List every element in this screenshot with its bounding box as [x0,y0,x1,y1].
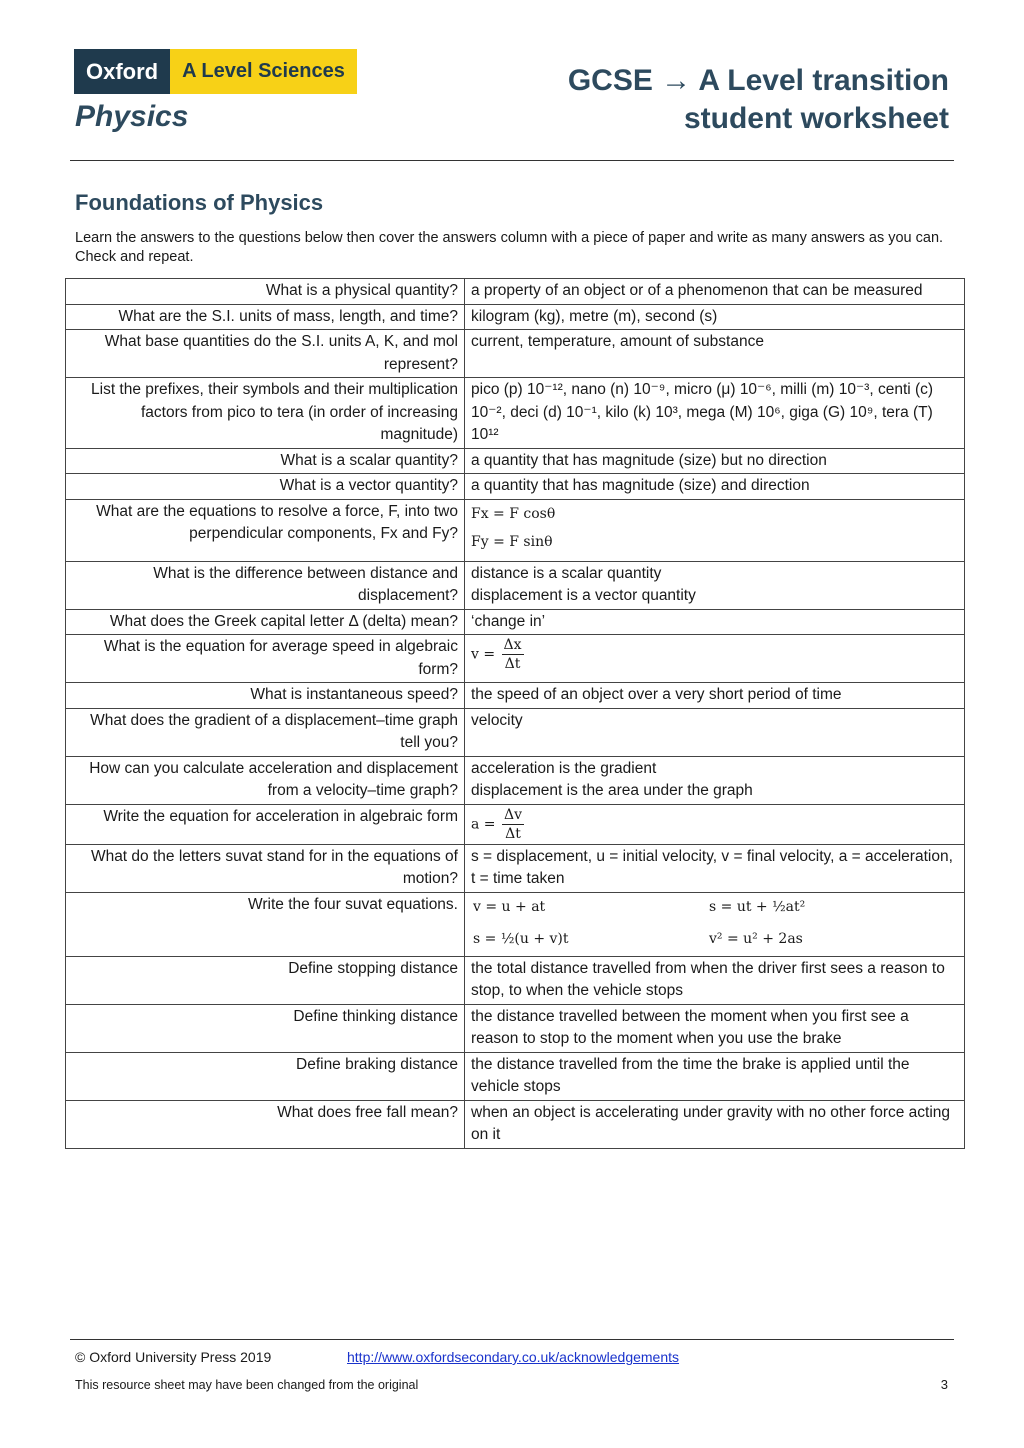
answer-cell [465,561,965,609]
suvat-equation: v = u + at [473,898,546,915]
question-cell: What is instantaneous speed? [66,683,465,709]
question-cell: What are the S.I. units of mass, length, and time? [66,304,465,330]
answer-line: distance is a scalar quantity [471,564,662,582]
equation-fx: Fx = F cosθ [471,505,556,522]
section-intro: Learn the answers to the questions below then cover the answers column with a piece of paper and write as many answers as you can. Check and repeat. [75,230,944,265]
table-row [66,1100,965,1148]
table-row [66,756,965,804]
question-cell: What is a vector quantity? [66,474,465,500]
answer-cell [465,756,965,804]
logo-a-level-sciences: A Level Sciences [170,49,357,94]
answer-cell: pico (p) 10⁻¹², nano (n) 10⁻⁹, micro (μ) 10⁻⁶, milli (m) 10⁻³, centi (c) 10⁻², deci (d) 10⁻¹, kilo (k) 10³, mega (M) 10⁶, giga (G) 10⁹, tera (T) 10¹² [465,378,965,449]
title-line-2: student worksheet [683,102,949,135]
header-divider [70,160,954,161]
subject-title: Physics [75,100,189,133]
table-row [66,1052,965,1100]
footer-divider [70,1339,954,1340]
table-row [66,448,965,474]
table-row [66,304,965,330]
answer-line: displacement is a vector quantity [471,587,696,604]
acknowledgements-link[interactable]: http://www.oxfordsecondary.co.uk/acknowledgements [347,1349,680,1365]
numerator: Δv [503,806,523,823]
suvat-equation: s = ut + ½at² [709,898,806,915]
table-row [66,1004,965,1052]
suvat-equation: v² = u² + 2as [709,931,803,947]
question-cell: List the prefixes, their symbols and their multiplication factors from pico to tera (in order of increasing magnitude) [66,378,465,449]
question-cell: What is a scalar quantity? [66,448,465,474]
answer-cell: when an object is accelerating under gravity with no other force acting on it [465,1100,965,1148]
suvat-equations [471,894,958,955]
table-row [66,279,965,305]
answer-cell [465,499,965,561]
table-row [66,683,965,709]
answer-cell: the total distance travelled from when the driver first sees a reason to stop, to when the vehicle stops [465,956,965,1004]
answer-cell: a property of an object or of a phenomenon that can be measured [465,279,965,305]
answer-cell: current, temperature, amount of substance [465,330,965,378]
answer-cell: ‘change in’ [465,609,965,635]
answer-line: displacement is the area under the graph [471,782,753,799]
table-row [66,708,965,756]
table-row [66,499,965,561]
fraction [502,806,524,843]
qa-table [65,278,965,1149]
question-cell: What is the equation for average speed in algebraic form? [66,635,465,683]
answer-cell: a quantity that has magnitude (size) but no direction [465,448,965,474]
logo-oxford: Oxford [74,49,170,94]
question-cell: Write the equation for acceleration in algebraic form [66,804,465,844]
page-number: 3 [940,1377,948,1392]
table-row [66,330,965,378]
oxford-logo [74,49,357,94]
answer-cell: s = displacement, u = initial velocity, v = final velocity, a = acceleration, t = time taken [465,844,965,892]
table-row [66,378,965,449]
denominator: Δt [504,656,521,672]
answer-cell [465,892,965,956]
question-cell: Write the four suvat equations. [66,892,465,956]
table-row [66,635,965,683]
question-cell: Define braking distance [66,1052,465,1100]
table-row [66,844,965,892]
answer-cell: kilogram (kg), metre (m), second (s) [465,304,965,330]
answer-cell [465,635,965,683]
question-cell: Define thinking distance [66,1004,465,1052]
equation-fy: Fy = F sinθ [471,534,553,550]
table-row [66,956,965,1004]
question-cell: What does free fall mean? [66,1100,465,1148]
table-row [66,609,965,635]
answer-cell: the distance travelled between the moment when you first see a reason to stop to the moment when you use the brake [465,1004,965,1052]
answer-line: acceleration is the gradient [471,759,657,777]
question-cell: What are the equations to resolve a force, F, into two perpendicular components, Fx and Fy? [66,499,465,561]
question-cell: What base quantities do the S.I. units A, K, and mol represent? [66,330,465,378]
section-title: Foundations of Physics [75,190,324,215]
question-cell: How can you calculate acceleration and displacement from a velocity–time graph? [66,756,465,804]
answer-cell: a quantity that has magnitude (size) and direction [465,474,965,500]
title-line-1: GCSE → A Level transition [567,64,949,97]
question-cell: What is the difference between distance and displacement? [66,561,465,609]
question-cell: Define stopping distance [66,956,465,1004]
copyright: © Oxford University Press 2019 [75,1349,272,1365]
footer-note: This resource sheet may have been changed from the original [75,1378,419,1392]
suvat-equation: s = ½(u + v)t [473,931,569,947]
answer-cell: velocity [465,708,965,756]
fraction [502,636,524,673]
document-title [568,62,949,138]
table-row [66,561,965,609]
table-row [66,892,965,956]
question-cell: What is a physical quantity? [66,279,465,305]
table-row [66,804,965,844]
table-row [66,474,965,500]
equation-lhs: v = [471,646,496,663]
question-cell: What does the gradient of a displacement–time graph tell you? [66,708,465,756]
equation-lhs: a = [471,816,496,832]
question-cell: What do the letters suvat stand for in the equations of motion? [66,844,465,892]
answer-cell: the speed of an object over a very short period of time [465,683,965,709]
numerator: Δx [503,637,522,653]
question-cell: What does the Greek capital letter Δ (delta) mean? [66,609,465,635]
denominator: Δt [505,825,521,842]
answer-cell [465,804,965,844]
answer-cell: the distance travelled from the time the brake is applied until the vehicle stops [465,1052,965,1100]
